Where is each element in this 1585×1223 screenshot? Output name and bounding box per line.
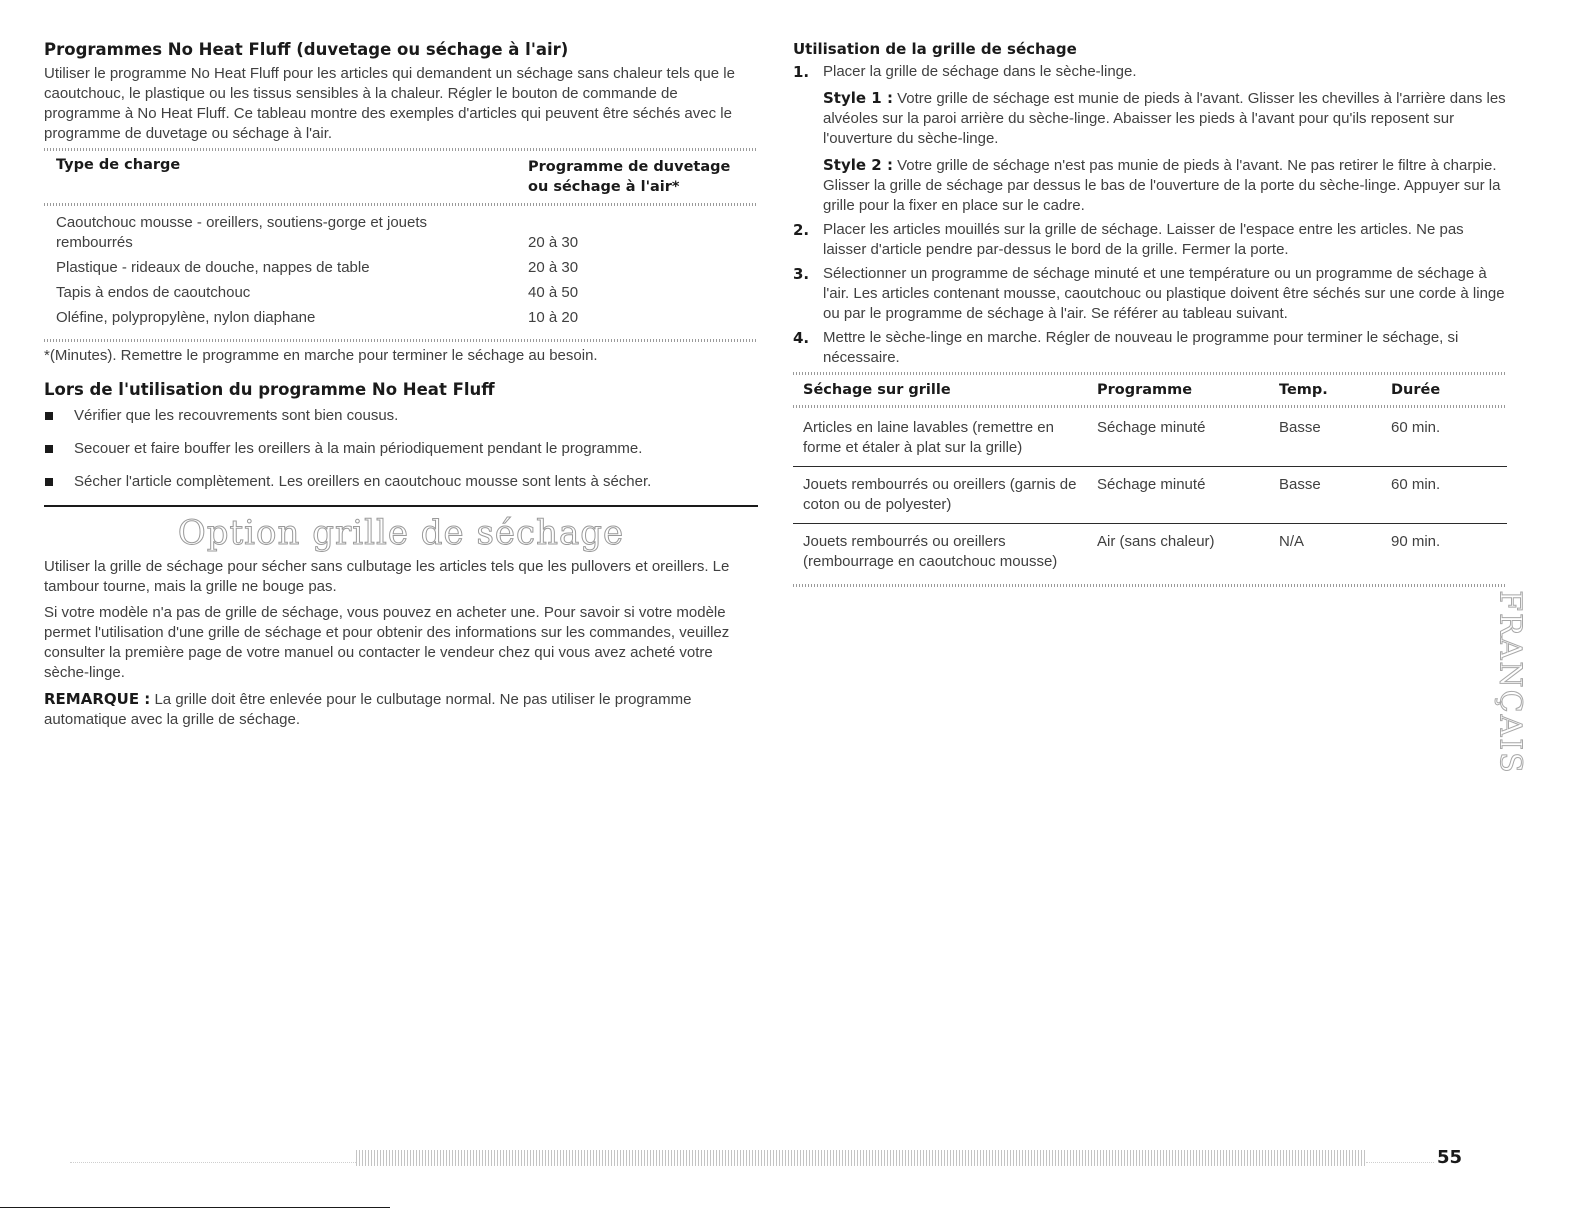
table-row [56, 283, 746, 303]
table-row [793, 524, 1507, 580]
fluff-table-header [44, 155, 758, 199]
program-cell: Séchage minuté [1097, 476, 1206, 493]
item-cell: Jouets rembourrés ou oreillers (garnis de coton ou de polyester) [803, 476, 1077, 513]
temp-cell: Basse [1279, 476, 1321, 493]
list-item [44, 472, 758, 492]
program-time-cell: 10 à 20 [528, 309, 579, 326]
steps-list [793, 62, 1507, 368]
table-top-rule [44, 148, 758, 151]
list-item-text: Sécher l'article complètement. Les oreillers en caoutchouc mousse sont lents à sécher. [74, 473, 652, 490]
rack-table-header [793, 379, 1507, 401]
footer-band [356, 1150, 1366, 1166]
rack-table-bottom-rule [793, 584, 1507, 587]
right-column [793, 38, 1507, 591]
step-4 [793, 328, 1507, 368]
footer-dotted-line-left [70, 1162, 356, 1163]
header-program: Programme de duvetage ou séchage à l'air* [528, 159, 731, 195]
lors-utilisation-title: Lors de l'utilisation du programme No Heat Fluff [44, 380, 495, 399]
table-row [56, 308, 746, 328]
step-2 [793, 220, 1507, 260]
program-cell: Air (sans chaleur) [1097, 533, 1215, 550]
table-row [56, 258, 746, 278]
load-type-cell: Plastique - rideaux de douche, nappes de table [56, 259, 370, 276]
duration-cell: 60 min. [1391, 476, 1441, 493]
section-divider [44, 505, 758, 507]
tips-list [44, 406, 758, 492]
load-type-cell: Oléfine, polypropylène, nylon diaphane [56, 309, 316, 326]
header-temp: Temp. [1279, 382, 1328, 398]
remarque-text: La grille doit être enlevée pour le culbutage normal. Ne pas utiliser le programme automatique avec la grille de séchage. [44, 691, 692, 728]
header-sechage-grille: Séchage sur grille [803, 382, 951, 398]
left-column [44, 38, 758, 730]
rack-table-header-rule [793, 405, 1507, 408]
step-text: Mettre le sèche-linge en marche. Régler de nouveau le programme pour terminer le séchage, si nécessaire. [823, 329, 1459, 366]
list-item-text: Secouer et faire bouffer les oreillers à la main périodiquement pendant le programme. [74, 440, 643, 457]
no-heat-fluff-title: Programmes No Heat Fluff (duvetage ou séchage à l'air) [44, 40, 569, 59]
item-cell: Jouets rembourrés ou oreillers (rembourrage en caoutchouc mousse) [803, 533, 1058, 570]
minutes-note: *(Minutes). Remettre le programme en marche pour terminer le séchage au besoin. [44, 347, 598, 364]
style-2-text: Votre grille de séchage n'est pas munie de pieds à l'avant. Ne pas retirer le filtre à charpie. Glisser la grille de séchage par dessus le bas de l'ouverture de la porte du sèche-linge. Appuyer sur la grille pour la fixer en place sur le cadre. [823, 157, 1501, 214]
rack-table-top-rule [793, 372, 1507, 375]
footer-dotted-line-right [1366, 1162, 1434, 1163]
table-row [793, 412, 1507, 467]
temp-cell: Basse [1279, 419, 1321, 436]
program-cell: Séchage minuté [1097, 419, 1206, 436]
duration-cell: 90 min. [1391, 533, 1441, 550]
page-number: 55 [1437, 1147, 1463, 1168]
step-text: Placer la grille de séchage dans le sèche-linge. [823, 63, 1137, 80]
header-duree: Durée [1391, 382, 1441, 398]
load-type-cell: Tapis à endos de caoutchouc [56, 284, 251, 301]
style-2-paragraph [823, 155, 1507, 216]
step-1 [793, 62, 1507, 216]
duration-cell: 60 min. [1391, 419, 1441, 436]
load-type-cell: Caoutchouc mousse - oreillers, soutiens-gorge et jouets rembourrés [56, 214, 428, 251]
program-time-cell: 40 à 50 [528, 284, 579, 301]
option-paragraph-1: Utiliser la grille de séchage pour sécher sans culbutage les articles tels que les pullovers et oreillers. Le tambour tourne, mais la grille ne bouge pas. [44, 558, 730, 595]
step-number: 4. [793, 329, 810, 347]
table-bottom-rule [44, 339, 758, 342]
temp-cell: N/A [1279, 533, 1305, 550]
step-3 [793, 264, 1507, 324]
table-row [56, 213, 746, 253]
option-paragraph-2: Si votre modèle n'a pas de grille de séchage, vous pouvez en acheter une. Pour savoir si votre modèle permet l'utilisation d'une grille de séchage et pour obtenir des informations sur les commandes, veuillez consulter la première page de votre manuel ou contacter le vendeur chez qui vous avez acheté votre sèche-linge. [44, 604, 730, 681]
list-item [44, 406, 758, 426]
style-2-label: Style 2 : [823, 156, 893, 174]
step-number: 1. [793, 63, 810, 81]
style-1-paragraph [823, 88, 1507, 149]
bottom-crop-line [0, 1207, 390, 1208]
step-text: Placer les articles mouillés sur la grille de séchage. Laisser de l'espace entre les articles. Ne pas laisser d'article pendre par-dessus le bord de la grille. Fermer la porte. [823, 221, 1464, 258]
remarque-paragraph [44, 689, 758, 730]
style-1-label: Style 1 : [823, 89, 893, 107]
header-programme: Programme [1097, 382, 1193, 398]
program-time-cell: 20 à 30 [528, 234, 579, 251]
item-cell: Articles en laine lavables (remettre en forme et étaler à plat sur la grille) [803, 419, 1054, 456]
no-heat-fluff-intro: Utiliser le programme No Heat Fluff pour les articles qui demandent un séchage sans chaleur tels que le caoutchouc, le plastique ou les tissus sensibles à la chaleur. Régler le bouton de commande de programme à No Heat Fluff. Ce tableau montre des exemples d'articles qui peuvent être séchés avec le programme de duvetage ou séchage à l'air. [44, 65, 735, 142]
step-number: 2. [793, 221, 810, 239]
header-load-type: Type de charge [56, 157, 181, 173]
bullet-square-icon [45, 478, 53, 486]
list-item-text: Vérifier que les recouvrements sont bien cousus. [74, 407, 399, 424]
program-time-cell: 20 à 30 [528, 259, 579, 276]
table-row [793, 467, 1507, 524]
remarque-label: REMARQUE : [44, 690, 151, 708]
utilisation-grille-title: Utilisation de la grille de séchage [793, 40, 1077, 58]
language-side-label [1490, 589, 1530, 775]
table-header-rule [44, 203, 758, 206]
style-1-text: Votre grille de séchage est munie de pieds à l'avant. Glisser les chevilles à l'arrière dans les alvéoles sur la paroi arrière du sèche-linge. Abaisser les pieds à l'avant pour qu'ils reposent sur l'ouverture du sèche-linge. [823, 90, 1506, 147]
option-grille-title: Option grille de séchage [177, 513, 625, 553]
list-item [44, 439, 758, 459]
language-side-label-text: FRANÇAIS [1492, 589, 1528, 775]
bullet-square-icon [45, 445, 53, 453]
step-text: Sélectionner un programme de séchage minuté et une température ou un programme de séchage à l'air. Les articles contenant mousse, caoutchouc ou plastique doivent être séchés sur une corde à linge ou par le programme de séchage à l'air. Se référer au tableau suivant. [823, 265, 1505, 322]
bullet-square-icon [45, 412, 53, 420]
step-number: 3. [793, 265, 810, 283]
fluff-table-body [44, 210, 758, 335]
